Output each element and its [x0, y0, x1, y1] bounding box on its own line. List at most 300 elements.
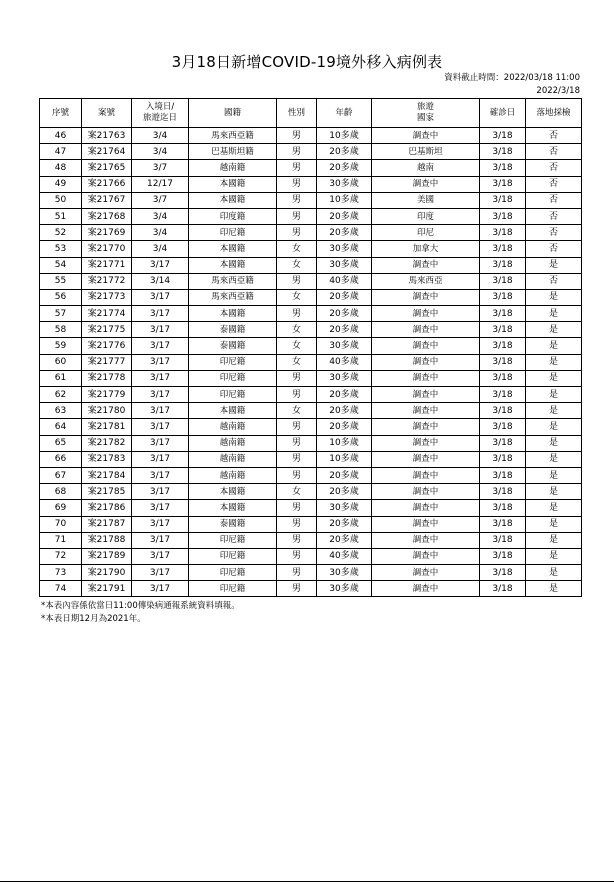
cell-entry-date: 3/17	[132, 532, 189, 548]
table-row	[40, 387, 582, 403]
cell-landing-test: 是	[526, 500, 582, 516]
cell-landing-test: 否	[526, 144, 582, 160]
cell-age: 10多歲	[317, 451, 372, 467]
cell-confirmed-date: 3/18	[480, 338, 526, 354]
cell-case-number: 案21768	[82, 208, 132, 224]
table-row	[40, 241, 582, 257]
cell-age: 40多歲	[317, 354, 372, 370]
cell-confirmed-date: 3/18	[480, 467, 526, 483]
cell-gender: 男	[277, 435, 317, 451]
cell-gender: 男	[277, 419, 317, 435]
cell-confirmed-date: 3/18	[480, 144, 526, 160]
bottom-divider	[0, 881, 614, 882]
cell-landing-test: 是	[526, 532, 582, 548]
table-row	[40, 354, 582, 370]
cell-landing-test: 是	[526, 435, 582, 451]
cell-entry-date: 3/17	[132, 322, 189, 338]
cell-nationality: 本國籍	[189, 403, 277, 419]
cell-travel-country: 調查中	[372, 128, 480, 144]
cell-entry-date: 3/17	[132, 257, 189, 273]
cell-landing-test: 否	[526, 208, 582, 224]
table-row	[40, 484, 582, 500]
cell-travel-country: 調查中	[372, 338, 480, 354]
cell-nationality: 越南籍	[189, 419, 277, 435]
cell-case-number: 案21785	[82, 484, 132, 500]
cell-gender: 男	[277, 225, 317, 241]
cell-confirmed-date: 3/18	[480, 273, 526, 289]
cell-confirmed-date: 3/18	[480, 565, 526, 581]
cell-age: 30多歲	[317, 241, 372, 257]
cell-confirmed-date: 3/18	[480, 500, 526, 516]
cell-serial-number: 57	[40, 306, 82, 322]
table-row	[40, 532, 582, 548]
cell-entry-date: 3/17	[132, 467, 189, 483]
cell-travel-country: 越南	[372, 160, 480, 176]
cell-case-number: 案21777	[82, 354, 132, 370]
table-row	[40, 565, 582, 581]
cell-case-number: 案21773	[82, 289, 132, 305]
cell-travel-country: 調查中	[372, 354, 480, 370]
cell-confirmed-date: 3/18	[480, 176, 526, 192]
cell-age: 20多歲	[317, 403, 372, 419]
cell-landing-test: 是	[526, 484, 582, 500]
cell-serial-number: 51	[40, 208, 82, 224]
cell-serial-number: 68	[40, 484, 82, 500]
cell-entry-date: 3/4	[132, 144, 189, 160]
cell-confirmed-date: 3/18	[480, 289, 526, 305]
cell-age: 30多歲	[317, 338, 372, 354]
cell-travel-country: 調查中	[372, 516, 480, 532]
cell-nationality: 本國籍	[189, 306, 277, 322]
cell-entry-date: 3/17	[132, 484, 189, 500]
cell-age: 10多歲	[317, 128, 372, 144]
cell-confirmed-date: 3/18	[480, 403, 526, 419]
cell-gender: 男	[277, 370, 317, 386]
cell-gender: 男	[277, 467, 317, 483]
table-row	[40, 500, 582, 516]
table-row	[40, 419, 582, 435]
cell-gender: 女	[277, 289, 317, 305]
report-date: 2022/3/18	[536, 86, 580, 96]
header-serial-number	[40, 99, 82, 128]
cell-entry-date: 3/17	[132, 451, 189, 467]
cell-nationality: 越南籍	[189, 435, 277, 451]
cell-nationality: 本國籍	[189, 484, 277, 500]
cell-entry-date: 3/7	[132, 192, 189, 208]
cell-age: 10多歲	[317, 192, 372, 208]
cell-serial-number: 58	[40, 322, 82, 338]
header-nationality	[189, 99, 277, 128]
cell-travel-country: 調查中	[372, 548, 480, 564]
cell-confirmed-date: 3/18	[480, 484, 526, 500]
table-row	[40, 516, 582, 532]
cell-entry-date: 3/4	[132, 208, 189, 224]
cell-serial-number: 46	[40, 128, 82, 144]
table-row	[40, 306, 582, 322]
cell-case-number: 案21784	[82, 467, 132, 483]
cell-serial-number: 69	[40, 500, 82, 516]
cell-landing-test: 是	[526, 451, 582, 467]
cell-nationality: 印尼籍	[189, 565, 277, 581]
cell-entry-date: 3/17	[132, 581, 189, 597]
cell-age: 30多歲	[317, 565, 372, 581]
header-label: 國家	[416, 113, 434, 123]
footnote-data-source: *本表內容係依當日11:00傳染病通報系統資料填報。	[41, 601, 240, 611]
table-row	[40, 451, 582, 467]
cell-landing-test: 是	[526, 403, 582, 419]
table-row	[40, 403, 582, 419]
cell-travel-country: 調查中	[372, 289, 480, 305]
cell-entry-date: 3/17	[132, 419, 189, 435]
cell-serial-number: 72	[40, 548, 82, 564]
cell-landing-test: 否	[526, 160, 582, 176]
cell-serial-number: 59	[40, 338, 82, 354]
cell-age: 40多歲	[317, 273, 372, 289]
cell-travel-country: 巴基斯坦	[372, 144, 480, 160]
cell-travel-country: 印度	[372, 208, 480, 224]
cell-gender: 男	[277, 144, 317, 160]
header-label: 性別	[287, 107, 305, 118]
cell-case-number: 案21767	[82, 192, 132, 208]
table-row	[40, 338, 582, 354]
cell-age: 20多歲	[317, 289, 372, 305]
cell-age: 20多歲	[317, 516, 372, 532]
table-row	[40, 289, 582, 305]
cell-entry-date: 3/17	[132, 338, 189, 354]
header-confirmed-date	[480, 99, 526, 128]
cell-serial-number: 60	[40, 354, 82, 370]
cell-age: 30多歲	[317, 370, 372, 386]
table-row	[40, 160, 582, 176]
table-row	[40, 208, 582, 224]
cell-age: 20多歲	[317, 306, 372, 322]
cell-case-number: 案21789	[82, 548, 132, 564]
table-row	[40, 435, 582, 451]
cell-entry-date: 3/17	[132, 387, 189, 403]
cell-entry-date: 3/17	[132, 500, 189, 516]
cell-age: 20多歲	[317, 160, 372, 176]
cell-confirmed-date: 3/18	[480, 160, 526, 176]
cell-nationality: 馬來西亞籍	[189, 289, 277, 305]
cell-age: 30多歲	[317, 176, 372, 192]
cell-confirmed-date: 3/18	[480, 241, 526, 257]
cell-case-number: 案21778	[82, 370, 132, 386]
cell-age: 30多歲	[317, 500, 372, 516]
table-row	[40, 128, 582, 144]
cell-serial-number: 47	[40, 144, 82, 160]
cell-age: 20多歲	[317, 322, 372, 338]
cell-confirmed-date: 3/18	[480, 516, 526, 532]
cell-gender: 女	[277, 338, 317, 354]
cell-landing-test: 是	[526, 370, 582, 386]
cell-serial-number: 54	[40, 257, 82, 273]
cell-serial-number: 65	[40, 435, 82, 451]
cell-confirmed-date: 3/18	[480, 225, 526, 241]
cell-entry-date: 3/4	[132, 241, 189, 257]
cell-nationality: 巴基斯坦籍	[189, 144, 277, 160]
cell-case-number: 案21780	[82, 403, 132, 419]
cell-serial-number: 66	[40, 451, 82, 467]
cell-landing-test: 否	[526, 176, 582, 192]
cell-gender: 男	[277, 516, 317, 532]
cell-gender: 男	[277, 306, 317, 322]
cell-age: 20多歲	[317, 387, 372, 403]
cell-entry-date: 3/17	[132, 370, 189, 386]
header-entry-date	[132, 99, 189, 128]
cell-travel-country: 調查中	[372, 419, 480, 435]
cell-serial-number: 52	[40, 225, 82, 241]
table-row	[40, 192, 582, 208]
cell-nationality: 馬來西亞籍	[189, 273, 277, 289]
cell-confirmed-date: 3/18	[480, 128, 526, 144]
cell-case-number: 案21791	[82, 581, 132, 597]
cell-travel-country: 調查中	[372, 257, 480, 273]
cell-nationality: 本國籍	[189, 241, 277, 257]
table-row	[40, 548, 582, 564]
header-label: 確診日	[489, 107, 516, 118]
cell-gender: 男	[277, 565, 317, 581]
page-title: 3月18日新增COVID-19境外移入病例表	[171, 53, 443, 71]
cell-landing-test: 是	[526, 565, 582, 581]
cell-nationality: 印尼籍	[189, 354, 277, 370]
cell-landing-test: 是	[526, 354, 582, 370]
cell-nationality: 印尼籍	[189, 370, 277, 386]
cell-travel-country: 調查中	[372, 306, 480, 322]
cell-landing-test: 否	[526, 273, 582, 289]
cell-age: 20多歲	[317, 484, 372, 500]
cell-gender: 男	[277, 548, 317, 564]
cell-gender: 男	[277, 160, 317, 176]
footnote-date-year: *本表日期12月為2021年。	[41, 614, 146, 624]
cell-travel-country: 調查中	[372, 322, 480, 338]
header-age	[317, 99, 372, 128]
header-label: 案號	[97, 107, 115, 118]
cell-confirmed-date: 3/18	[480, 208, 526, 224]
cell-nationality: 越南籍	[189, 451, 277, 467]
cell-nationality: 本國籍	[189, 176, 277, 192]
cell-age: 20多歲	[317, 208, 372, 224]
cell-nationality: 印尼籍	[189, 225, 277, 241]
cell-nationality: 馬來西亞籍	[189, 128, 277, 144]
cell-nationality: 印度籍	[189, 208, 277, 224]
cell-serial-number: 67	[40, 467, 82, 483]
cell-landing-test: 是	[526, 306, 582, 322]
cell-confirmed-date: 3/18	[480, 387, 526, 403]
cell-landing-test: 是	[526, 516, 582, 532]
cell-landing-test: 是	[526, 387, 582, 403]
header-gender	[277, 99, 317, 128]
cell-nationality: 泰國籍	[189, 516, 277, 532]
cell-age: 30多歲	[317, 257, 372, 273]
cell-case-number: 案21764	[82, 144, 132, 160]
cell-gender: 女	[277, 241, 317, 257]
cell-confirmed-date: 3/18	[480, 532, 526, 548]
header-label: 入境日/	[145, 102, 175, 112]
cell-entry-date: 3/17	[132, 289, 189, 305]
cell-nationality: 本國籍	[189, 500, 277, 516]
cell-case-number: 案21765	[82, 160, 132, 176]
cell-travel-country: 調查中	[372, 484, 480, 500]
cell-gender: 女	[277, 322, 317, 338]
cell-landing-test: 否	[526, 225, 582, 241]
cell-serial-number: 55	[40, 273, 82, 289]
cell-landing-test: 是	[526, 338, 582, 354]
cell-landing-test: 否	[526, 192, 582, 208]
cell-serial-number: 64	[40, 419, 82, 435]
cell-nationality: 印尼籍	[189, 532, 277, 548]
cell-serial-number: 48	[40, 160, 82, 176]
cell-travel-country: 調查中	[372, 500, 480, 516]
cell-case-number: 案21763	[82, 128, 132, 144]
header-label: 年齡	[335, 107, 353, 118]
cell-confirmed-date: 3/18	[480, 548, 526, 564]
cell-serial-number: 63	[40, 403, 82, 419]
case-table	[39, 98, 582, 597]
table-row	[40, 581, 582, 597]
cell-case-number: 案21774	[82, 306, 132, 322]
header-case-number	[82, 99, 132, 128]
table-row	[40, 273, 582, 289]
cell-entry-date: 3/17	[132, 354, 189, 370]
cell-confirmed-date: 3/18	[480, 322, 526, 338]
cell-case-number: 案21776	[82, 338, 132, 354]
cell-nationality: 本國籍	[189, 257, 277, 273]
cell-entry-date: 12/17	[132, 176, 189, 192]
cell-serial-number: 50	[40, 192, 82, 208]
cell-entry-date: 3/14	[132, 273, 189, 289]
cell-case-number: 案21772	[82, 273, 132, 289]
header-travel-country	[372, 99, 480, 128]
cell-serial-number: 74	[40, 581, 82, 597]
cell-gender: 女	[277, 484, 317, 500]
header-landing-test	[526, 99, 582, 128]
cell-landing-test: 是	[526, 289, 582, 305]
cell-landing-test: 否	[526, 128, 582, 144]
cell-serial-number: 53	[40, 241, 82, 257]
cell-age: 20多歲	[317, 225, 372, 241]
cell-gender: 男	[277, 273, 317, 289]
cell-gender: 男	[277, 451, 317, 467]
cell-serial-number: 73	[40, 565, 82, 581]
cell-confirmed-date: 3/18	[480, 354, 526, 370]
cell-age: 10多歲	[317, 435, 372, 451]
data-cutoff-time: 資料截止時間：2022/03/18 11:00	[444, 73, 580, 83]
table-row	[40, 144, 582, 160]
table-body	[40, 128, 582, 597]
header-label: 旅遊迄日	[142, 113, 177, 123]
table-row	[40, 467, 582, 483]
cell-gender: 男	[277, 176, 317, 192]
cell-serial-number: 62	[40, 387, 82, 403]
cell-serial-number: 61	[40, 370, 82, 386]
cell-landing-test: 否	[526, 241, 582, 257]
cell-confirmed-date: 3/18	[480, 257, 526, 273]
cell-age: 40多歲	[317, 548, 372, 564]
cell-landing-test: 是	[526, 548, 582, 564]
table-row	[40, 176, 582, 192]
cell-age: 20多歲	[317, 532, 372, 548]
cell-gender: 女	[277, 257, 317, 273]
table-row	[40, 225, 582, 241]
cell-nationality: 泰國籍	[189, 322, 277, 338]
cell-travel-country: 調查中	[372, 532, 480, 548]
cell-case-number: 案21783	[82, 451, 132, 467]
cell-case-number: 案21782	[82, 435, 132, 451]
cell-travel-country: 印尼	[372, 225, 480, 241]
cell-gender: 男	[277, 581, 317, 597]
cell-entry-date: 3/17	[132, 516, 189, 532]
cell-age: 20多歲	[317, 467, 372, 483]
cell-gender: 男	[277, 532, 317, 548]
cell-case-number: 案21779	[82, 387, 132, 403]
header-label: 旅遊	[416, 102, 434, 112]
cell-nationality: 印尼籍	[189, 387, 277, 403]
cell-travel-country: 馬來西亞	[372, 273, 480, 289]
cell-case-number: 案21770	[82, 241, 132, 257]
table-row	[40, 257, 582, 273]
table-row	[40, 370, 582, 386]
table-header-row	[40, 99, 582, 128]
cell-entry-date: 3/4	[132, 128, 189, 144]
cell-travel-country: 調查中	[372, 403, 480, 419]
header-label: 序號	[51, 107, 69, 118]
cell-confirmed-date: 3/18	[480, 451, 526, 467]
cell-confirmed-date: 3/18	[480, 370, 526, 386]
cell-travel-country: 調查中	[372, 387, 480, 403]
cell-entry-date: 3/17	[132, 403, 189, 419]
cell-case-number: 案21769	[82, 225, 132, 241]
cell-travel-country: 調查中	[372, 565, 480, 581]
header-label: 落地採檢	[536, 107, 571, 118]
cell-entry-date: 3/7	[132, 160, 189, 176]
cell-landing-test: 是	[526, 419, 582, 435]
header-label: 國籍	[223, 107, 241, 118]
cell-case-number: 案21781	[82, 419, 132, 435]
cell-landing-test: 是	[526, 257, 582, 273]
cell-gender: 女	[277, 403, 317, 419]
cell-serial-number: 70	[40, 516, 82, 532]
cell-entry-date: 3/17	[132, 565, 189, 581]
cell-nationality: 印尼籍	[189, 548, 277, 564]
cell-case-number: 案21787	[82, 516, 132, 532]
cell-travel-country: 調查中	[372, 370, 480, 386]
cell-travel-country: 調查中	[372, 581, 480, 597]
cell-serial-number: 49	[40, 176, 82, 192]
cell-age: 20多歲	[317, 419, 372, 435]
cell-travel-country: 調查中	[372, 451, 480, 467]
cell-entry-date: 3/17	[132, 306, 189, 322]
cell-landing-test: 是	[526, 322, 582, 338]
cell-serial-number: 71	[40, 532, 82, 548]
cell-gender: 男	[277, 192, 317, 208]
cell-gender: 女	[277, 354, 317, 370]
cell-case-number: 案21771	[82, 257, 132, 273]
cell-case-number: 案21786	[82, 500, 132, 516]
cell-nationality: 泰國籍	[189, 338, 277, 354]
cell-case-number: 案21788	[82, 532, 132, 548]
cell-case-number: 案21766	[82, 176, 132, 192]
cell-case-number: 案21775	[82, 322, 132, 338]
cell-gender: 男	[277, 500, 317, 516]
cell-gender: 男	[277, 208, 317, 224]
cell-gender: 男	[277, 128, 317, 144]
cell-nationality: 越南籍	[189, 160, 277, 176]
cell-nationality: 本國籍	[189, 192, 277, 208]
cell-age: 20多歲	[317, 144, 372, 160]
cell-age: 30多歲	[317, 581, 372, 597]
cell-travel-country: 調查中	[372, 176, 480, 192]
cell-confirmed-date: 3/18	[480, 306, 526, 322]
